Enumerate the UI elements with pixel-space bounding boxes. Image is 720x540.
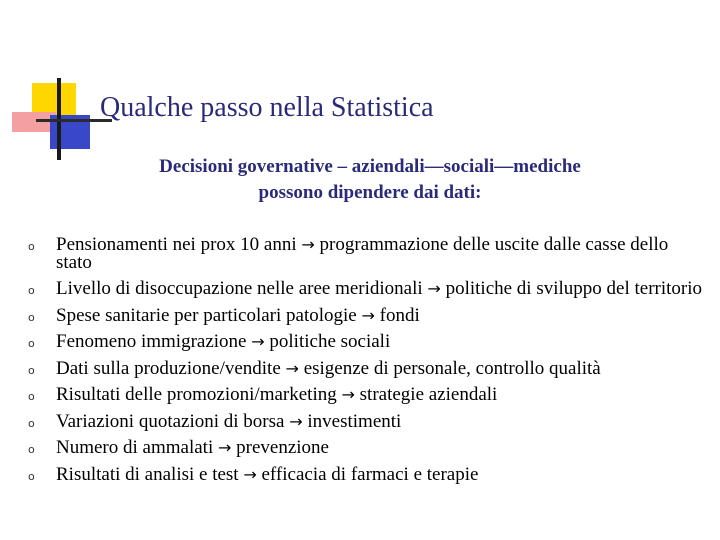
slide-subtitle <box>110 154 630 206</box>
item-effect: politiche sociali <box>264 331 391 352</box>
item-cause: Fenomeno immigrazione <box>56 331 252 352</box>
item-cause: Risultati delle promozioni/marketing <box>56 384 342 405</box>
bullet-icon: o <box>28 469 35 483</box>
bullet-icon: o <box>28 416 35 430</box>
arrow-right-icon: → <box>251 332 265 351</box>
slide-title: Qualche passo nella Statistica <box>100 92 434 123</box>
arrow-right-icon: → <box>243 464 257 484</box>
arrow-right-icon: → <box>427 279 441 298</box>
item-effect: fondi <box>374 304 420 326</box>
arrow-right-icon: → <box>361 305 375 325</box>
item-cause: Pensionamenti nei prox 10 anni <box>56 234 302 255</box>
item-cause: Dati sulla produzione/vendite <box>56 357 286 379</box>
bullet-icon: o <box>28 310 35 324</box>
bullet-icon: o <box>28 363 35 377</box>
list-item <box>28 410 708 432</box>
list-item <box>28 236 708 271</box>
list-item <box>28 386 708 404</box>
arrow-right-icon: → <box>217 438 232 457</box>
item-cause: Spese sanitarie per particolari patologie <box>56 304 362 326</box>
arrow-right-icon: → <box>341 385 355 404</box>
arrow-right-icon: → <box>289 411 303 431</box>
item-effect: prevenzione <box>231 437 329 458</box>
list-item <box>28 333 708 351</box>
item-cause: Variazioni quotazioni di borsa <box>56 410 290 432</box>
arrow-right-icon: → <box>301 235 315 254</box>
bullet-icon: o <box>28 443 35 456</box>
item-effect: efficacia di farmaci e terapie <box>256 463 479 485</box>
item-effect: strategie aziendali <box>354 384 498 405</box>
item-cause: Livello di disoccupazione nelle aree meridionali <box>56 278 428 299</box>
bullet-icon: o <box>28 240 35 253</box>
bullet-icon: o <box>28 337 35 350</box>
item-effect: esigenze di personale, controllo qualità <box>298 357 601 379</box>
list-item <box>28 280 708 298</box>
item-cause: Risultati di analisi e test <box>56 463 244 485</box>
arrow-right-icon: → <box>285 358 299 378</box>
list-item <box>28 304 708 326</box>
item-effect: politiche di sviluppo del territorio <box>440 278 703 299</box>
subtitle-line-1: Decisioni governative – aziendali—sociali—mediche <box>159 156 581 177</box>
bullet-icon: o <box>28 390 35 403</box>
item-effect: programmazione delle uscite dalle casse dello stato <box>56 234 669 273</box>
slide-logo <box>0 0 120 170</box>
list-item <box>28 463 708 485</box>
list-item <box>28 439 708 457</box>
list-item <box>28 357 708 379</box>
item-cause: Numero di ammalati <box>56 437 218 458</box>
bullet-list <box>28 236 708 492</box>
subtitle-line-2: possono dipendere dai dati: <box>258 182 482 203</box>
item-effect: investimenti <box>302 410 402 432</box>
bullet-icon: o <box>28 284 35 297</box>
